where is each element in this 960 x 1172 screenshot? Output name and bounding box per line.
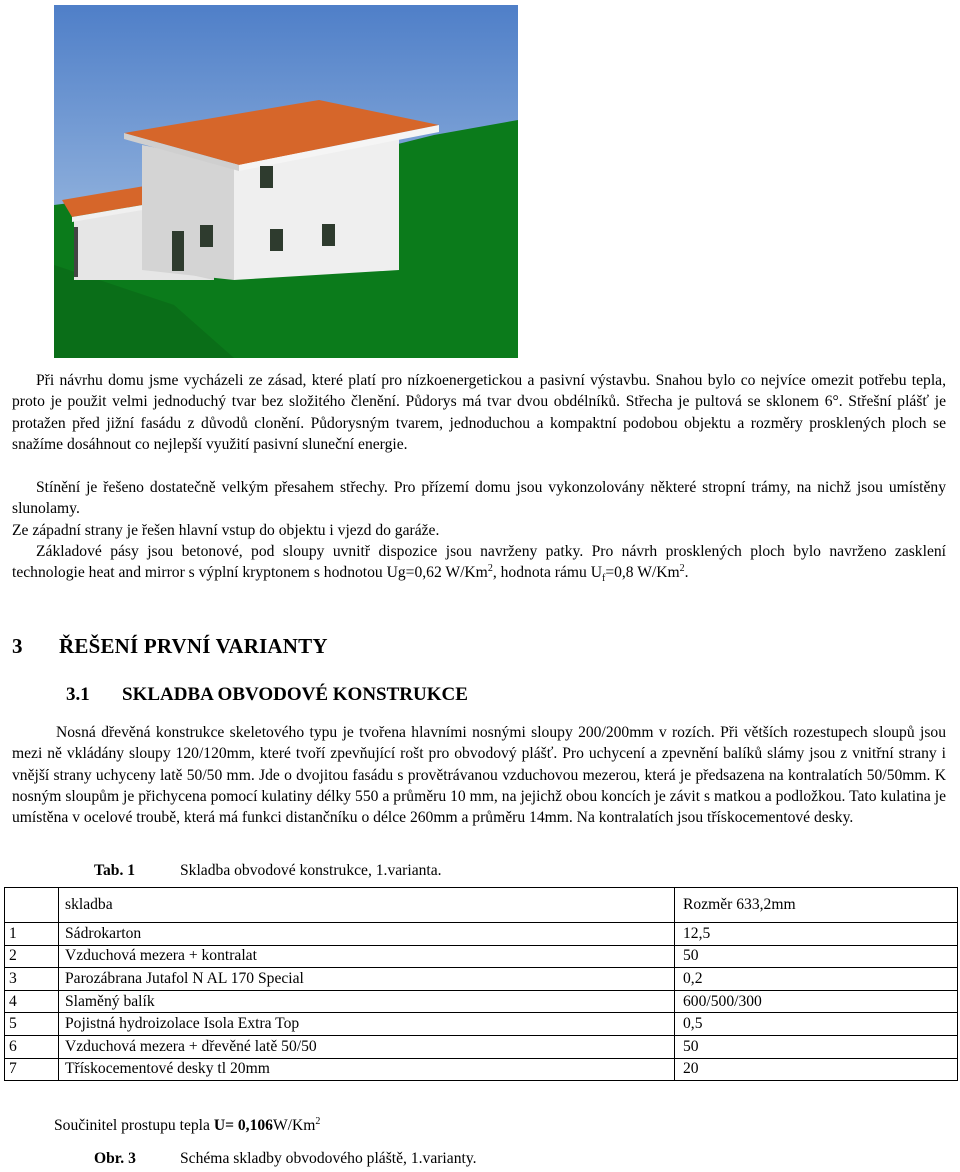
row-value: 12,5	[675, 923, 958, 946]
row-value: 0,2	[675, 968, 958, 991]
table-row	[5, 923, 958, 946]
house-render-image	[54, 5, 518, 358]
figure-caption-text: Schéma skladby obvodového pláště, 1.varianty.	[180, 1150, 477, 1167]
header-cell-dimension: Rozměr 633,2mm	[675, 888, 958, 923]
chapter-title: ŘEŠENÍ PRVNÍ VARIANTY	[59, 634, 328, 658]
row-number: 2	[5, 945, 59, 968]
row-layer: Sádrokarton	[59, 923, 675, 946]
u-value-line: Součinitel prostupu tepla $U= 0,106W/Km^2$	[54, 1116, 321, 1134]
row-value: 0,5	[675, 1013, 958, 1036]
shading-paragraph: Stínění je řešeno dostatečně velkým přesahem střechy. Pro přízemí domu jsou vykonzolovány některé stropní trámy, na nichž jsou umístěny slunolamy.	[12, 479, 946, 518]
row-value: 20	[675, 1058, 958, 1081]
row-layer: Pojistná hydroizolace Isola Extra Top	[59, 1013, 675, 1036]
table-caption-text: Skladba obvodové konstrukce, 1.varianta.	[180, 862, 442, 879]
row-layer: Parozábrana Jutafol N AL 170 Special	[59, 968, 675, 991]
table-row	[5, 1058, 958, 1081]
row-layer: Slaměný balík	[59, 990, 675, 1013]
figure-caption-label: Obr. 3	[94, 1150, 136, 1167]
table-caption-label: Tab. 1	[94, 862, 136, 879]
row-number: 4	[5, 990, 59, 1013]
row-value: 600/500/300	[675, 990, 958, 1013]
composition-table	[4, 887, 958, 1081]
row-number: 5	[5, 1013, 59, 1036]
figure-caption	[94, 1150, 477, 1168]
entrance-paragraph: Ze západní strany je řešen hlavní vstup do objektu i vjezd do garáže.	[12, 522, 440, 539]
intro-paragraph: Při návrhu domu jsme vycházeli ze zásad, které platí pro nízkoenergetickou a pasivní výstavbu. Snahou bylo co nejvíce omezit potřebu tepla, proto je použit velmi jednoduchý tvar bez složitého členění. Půdorys má tvar dvou obdélníků. Střecha je pultová se sklonem 6°. Střešní plášť je protažen před jižní fasádu z důvodů clonění. Půdorysným tvarem, jednoduchou a kompaktní podobou objektu a rozměry prosklených ploch se snažíme dosáhnout co nejlepší využití pasivní sluneční energie.	[12, 372, 946, 453]
table-row	[5, 968, 958, 991]
foundation-paragraph: Základové pásy jsou betonové, pod sloupy uvnitř dispozice jsou navrženy patky. Pro návrh prosklených ploch bylo navrženo zasklení technologie heat and mirror s výplní kryptonem s hodnotou Ug=0,62 W/Km$^2$, hodnota rámu $U_f=0,8$ W/Km$^2$.	[12, 543, 946, 585]
row-layer: Vzduchová mezera + kontralat	[59, 945, 675, 968]
table-row	[5, 1013, 958, 1036]
row-number: 3	[5, 968, 59, 991]
row-number: 7	[5, 1058, 59, 1081]
u-value: U= 0,106	[213, 1117, 273, 1134]
row-value: 50	[675, 945, 958, 968]
header-cell-layer: skladba	[59, 888, 675, 923]
section-title: SKLADBA OBVODOVÉ KONSTRUKCE	[122, 684, 468, 705]
construction-paragraph: Nosná dřevěná konstrukce skeletového typu je tvořena hlavními nosnými sloupy 200/200mm v rozích. Při větších rozestupech sloupů jsou mezi ně vkládány sloupy 120/120mm, které tvoří zpevňující rošt pro obvodový plášť. Pro uchycení a zpevnění balíků slámy jsou z vnitřní strany i vnější strany uchyceny latě 50/50 mm. Jde o dvojitou fasádu s provětrávanou vzduchovou mezerou, která je předsazena na kontralatích 50/50mm. K nosným sloupům je přichycena pomocí kulatiny délky 550 a průměru 10 mm, na jejichž obou koncích je závit s matkou a podložkou. Tato kulatina je umístěna v ocelové troubě, která má funkci distančníku o délce 260mm a průměru 14mm. Na kontralatích jsou třískocementové desky.	[12, 724, 946, 827]
row-value: 50	[675, 1035, 958, 1058]
table-header-row	[5, 888, 958, 923]
row-layer: Vzduchová mezera + dřevěné latě 50/50	[59, 1035, 675, 1058]
table-caption	[94, 862, 442, 880]
row-number: 6	[5, 1035, 59, 1058]
section-number: 3.1	[66, 684, 90, 705]
table-row	[5, 1035, 958, 1058]
row-number: 1	[5, 923, 59, 946]
header-cell-number	[5, 888, 59, 923]
chapter-number: 3	[12, 634, 23, 658]
table-row	[5, 945, 958, 968]
section-heading	[66, 684, 468, 706]
row-layer: Třískocementové desky tl 20mm	[59, 1058, 675, 1081]
window-shape	[260, 166, 273, 188]
table-row	[5, 990, 958, 1013]
chapter-heading	[12, 634, 328, 659]
